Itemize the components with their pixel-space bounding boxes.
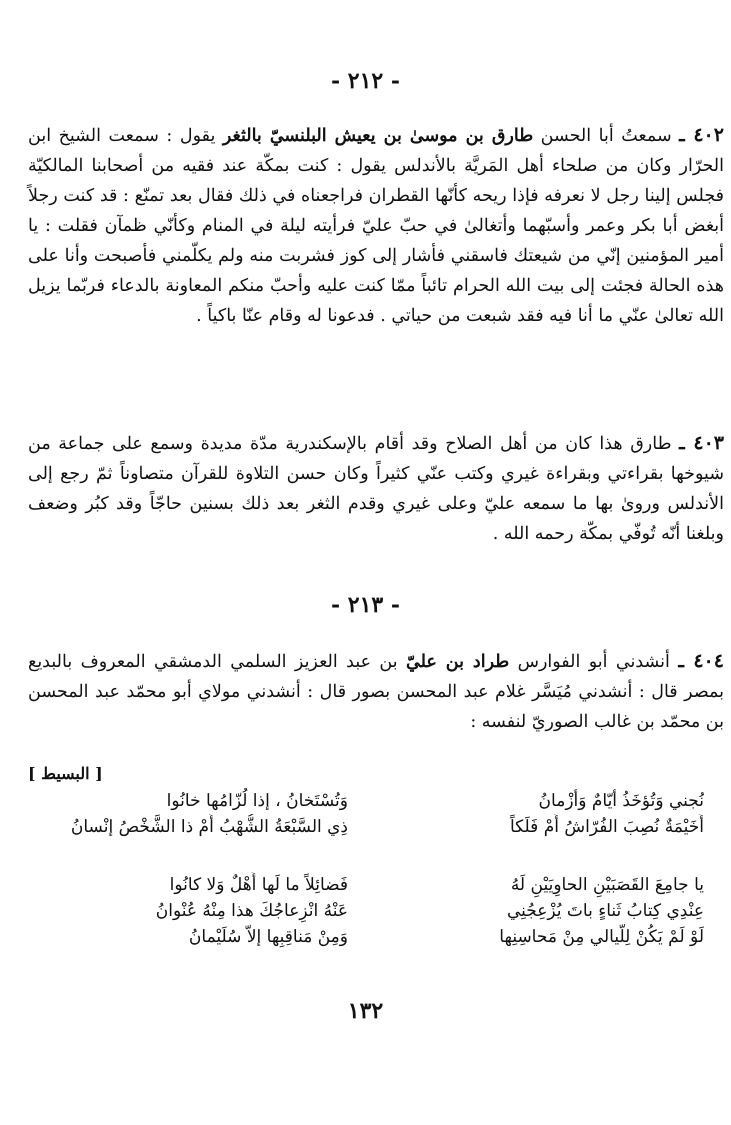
entry-402-number: ٤٠٢ ـ [679,124,724,146]
poem-verse [28,924,704,950]
entry-402-lead: سمعتُ أبا الحسن [540,126,672,146]
poem-verse [28,898,704,924]
verse-first-hemistich: لَوْ لَمْ يَكُنْ لِلَّيالي مِنْ مَحاسِنِها [499,927,704,947]
page-number: ١٣٢ [347,998,384,1024]
entry-404-body: المعروف بالبديع بمصر قال : أنشدني مُيَسَّر غلام عبد المحسن بصور قال : أنشدني مولاي أبو محمّد عبد المحسن بن محمّد بن غالب الصوريّ لنفسه : [28,652,724,732]
header-section-number: - ٢١٢ - [330,68,401,94]
poem-meter-label: [ البسيط ] [28,764,103,783]
poem-verse [28,814,704,840]
poem-stanza-2 [28,872,704,950]
verse-first-hemistich: عِنْدِي كِتابُ ثَناءٍ باتَ يُزْعِجُنِي [506,901,704,921]
entry-404 [28,646,724,737]
entry-404-rest: بن عبد العزيز السلمي الدمشقي [154,652,398,672]
verse-first-hemistich: يا جامِعَ القَصَبَيْنِ الحاوِيَيْنِ لَهُ [510,875,704,895]
section-number: - ٢١٣ - [330,592,401,618]
verse-second-hemistich: ذِي السَّبْعَةُ الشُّهْبُ أَمْ ذا الشَّخْصُ إنْسانُ [70,817,348,837]
entry-403-number: ٤٠٣ ـ [679,432,724,454]
verse-first-hemistich: نُجني وَتُؤخَذُ أيّامٌ وَأزْمانُ [538,791,704,811]
poem-stanza-1 [28,788,704,840]
verse-first-hemistich: أَخَيْمَةٌ نُصِبَ الفُرّاشُ أَمْ فَلَكاً [509,817,704,837]
entry-402-name: طارق بن موسىٰ بن يعيش البلنسيّ بالثغر [222,126,534,146]
entry-404-name: طراد بن عليّ [406,652,510,672]
entry-403-body: طارق هذا كان من أهل الصلاح وقد أقام بالإسكندرية مدّة مديدة وسمع على جماعة من شيوخها بقراءتي وبقراءة غيري وكتب عنّي كثيراً وكان حسن التلاوة للقرآن متصاوناً ثمّ رجع إلى الأندلس وروىٰ بها ما سمعه عليّ وعلى غيري وقدم الثغر بعد ذلك بسنين حاجّاً وقد كبُر وضعف وبلغنا أنّه تُوفّي بمكّة رحمه الله . [28,434,724,544]
verse-second-hemistich: وَتُسْتَخانُ ، إذا لُزّامُها خانُوا [166,791,348,811]
entry-402 [28,120,724,331]
poem-verse [28,872,704,898]
verse-second-hemistich: فَضائِلاً ما لَها أَهْلٌ وَلا كانُوا [169,875,348,895]
entry-403 [28,428,724,549]
poem-verse [28,788,704,814]
verse-second-hemistich: عَنْهُ انْزِعاجُكَ هذا مِنْهُ عُنْوانُ [155,901,348,921]
entry-402-body: يقول : سمعت الشيخ ابن الحرّار وكان من صلحاء أهل المَريَّة بالأندلس يقول : كنت بمكّة عند فقيه من أصحابنا المالكيّة فجلس إلينا رجل لا نعرفه فإذا ريحه كأنّها القطران فراجعناه في ذلك فقال بعد تمنّع : قد كنت رجلاً أبغض أبا بكر وعمر وأسبّهما وأتغالىٰ في حبّ عليّ فرأيته ليلة في المنام وكأنّي ظمآن فقلت : يا أمير المؤمنين إنّي من شيعتك فاسقني فأشار إلى كوز فشربت منه ولم يكلّمني فأصبحت وأنا على هذه الحالة فجئت إلى بيت الله الحرام تائباً ممّا كنت عليه وأحبّ منكم المعاونة بالدعاء فربّما يزيل الله تعالىٰ عنّي ما أنا فيه فقد شبعت من حياتي . فدعونا له وقام عنّا باكياً . [28,126,725,326]
entry-404-number: ٤٠٤ ـ [678,650,724,672]
entry-404-lead: أنشدني أبو الفوارس [517,652,670,672]
verse-second-hemistich: وَمِنْ مَناقِبِها إلاّ سُلَيْمانُ [188,927,348,947]
